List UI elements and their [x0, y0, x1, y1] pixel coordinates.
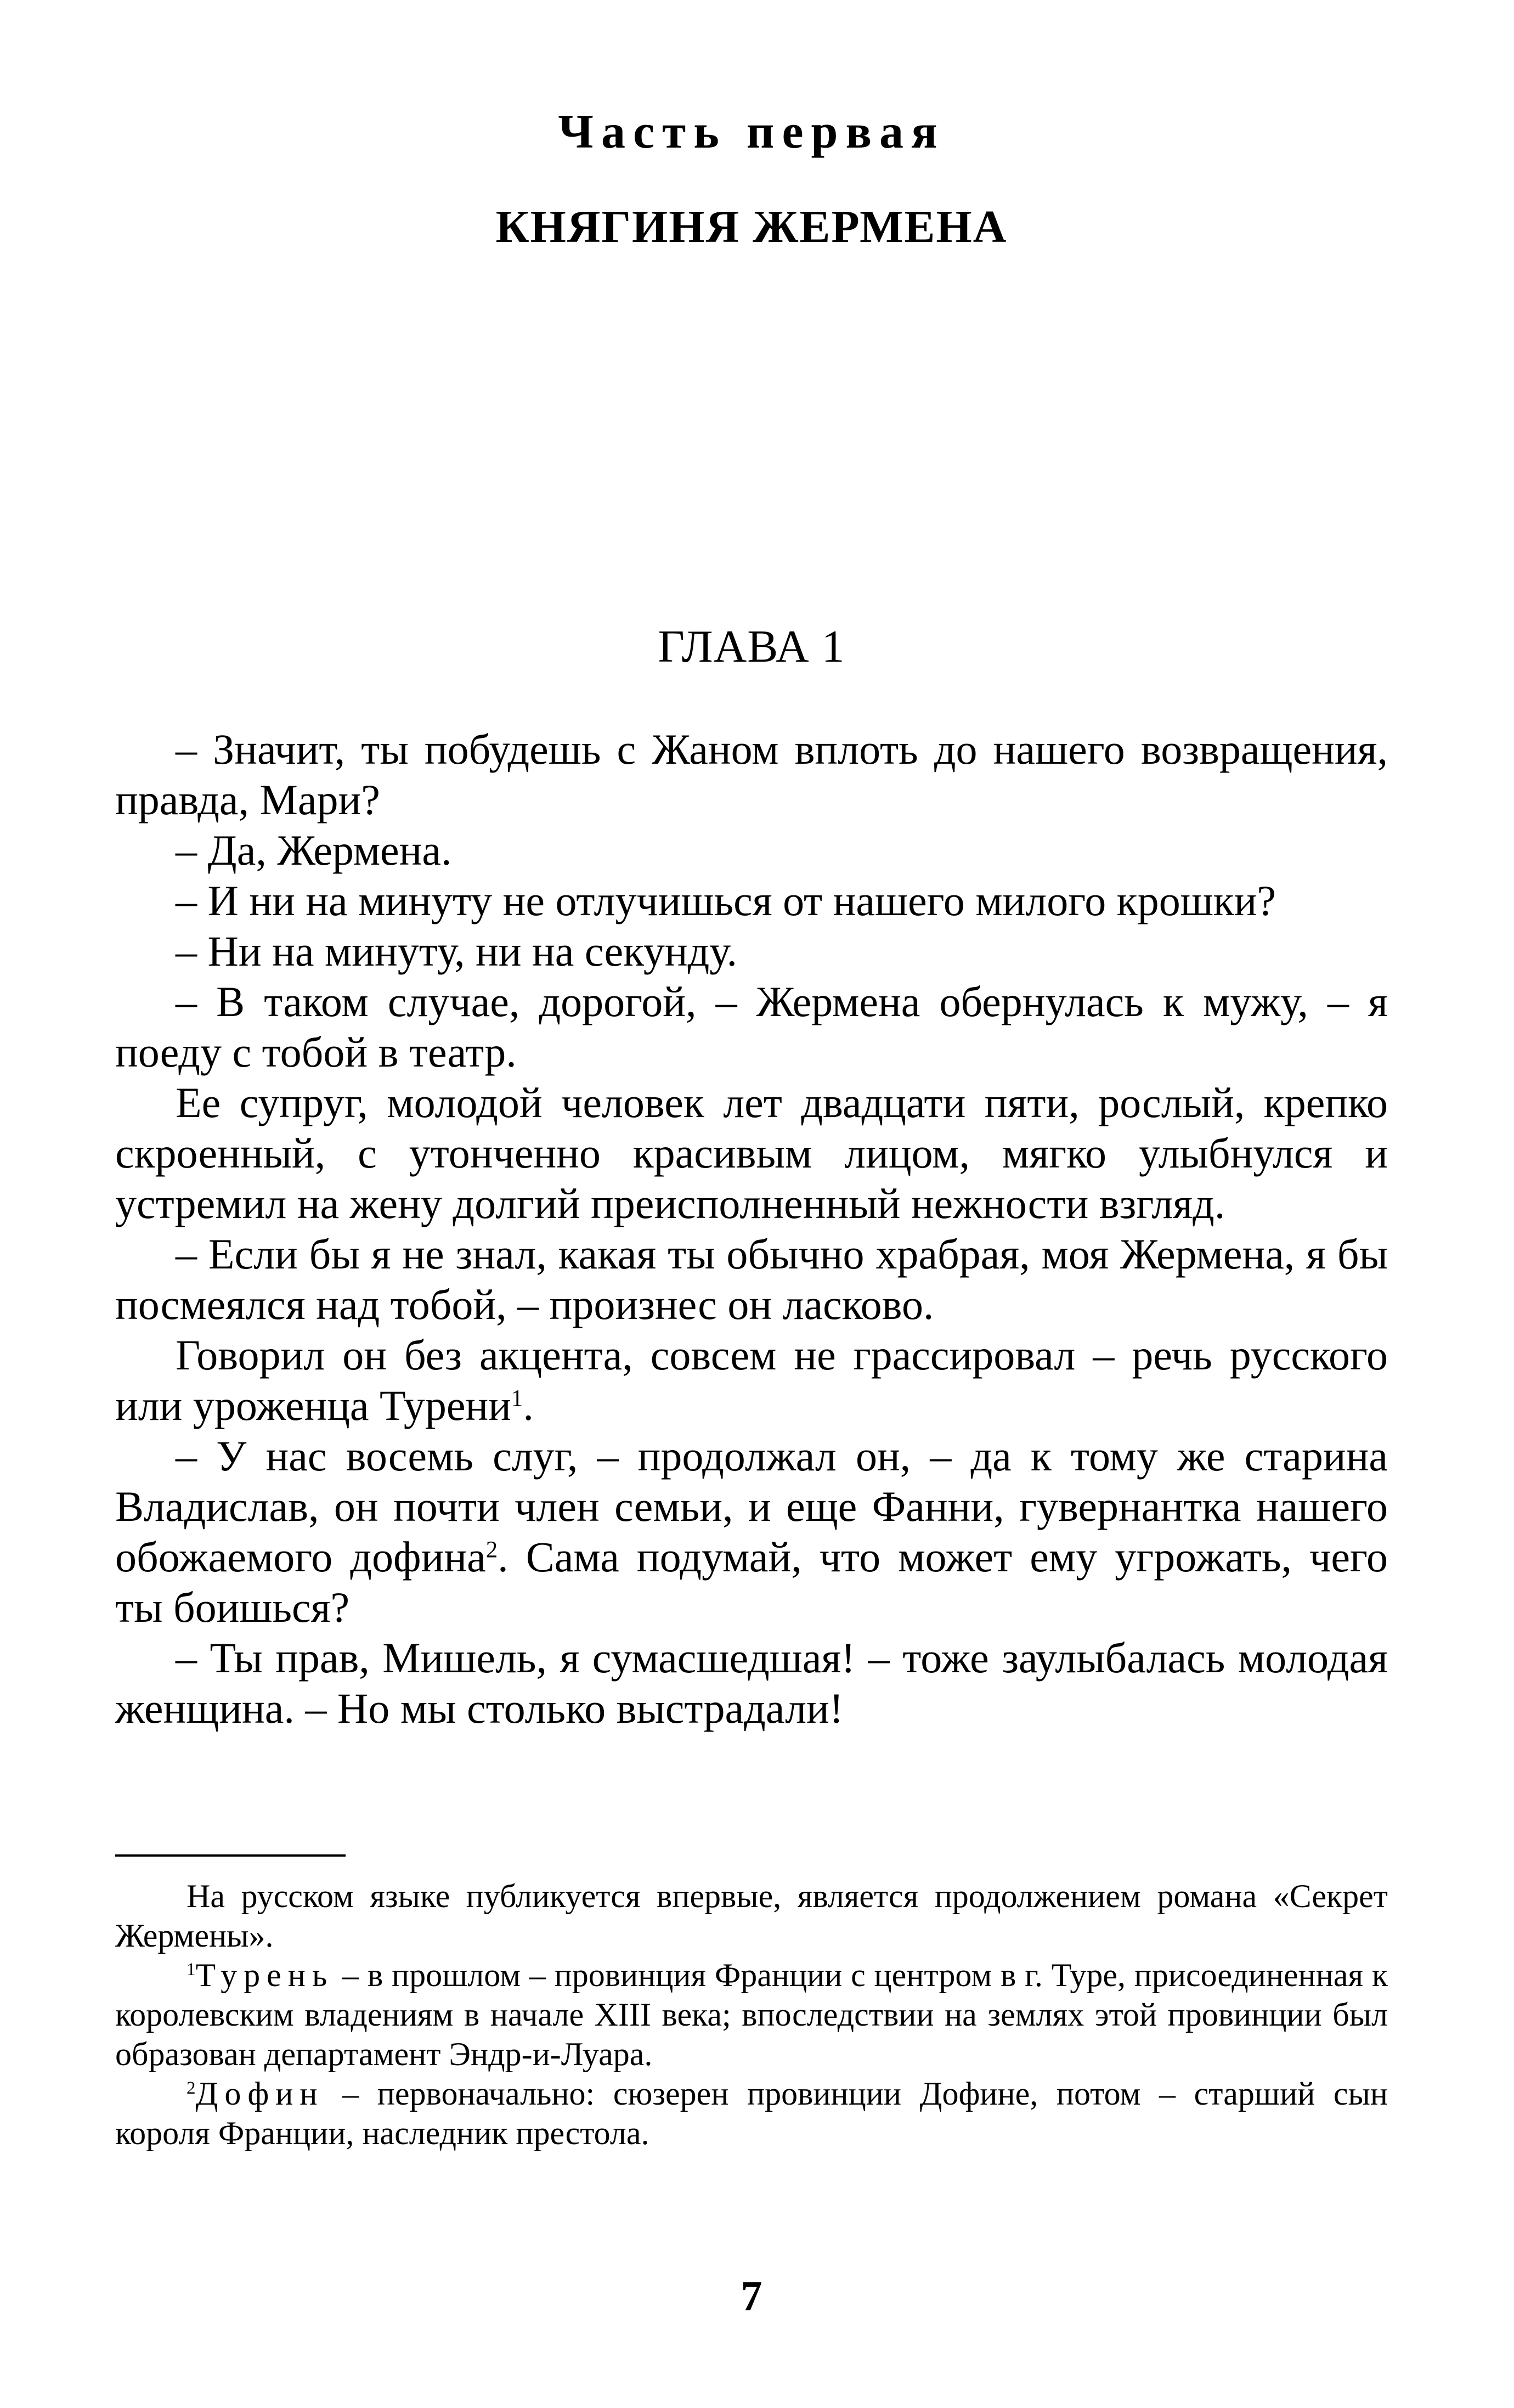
- footnote-reference: 1: [511, 1385, 523, 1412]
- paragraph: – Значит, ты побудешь с Жаном вплоть до нашего возвращения, правда, Мари?: [115, 725, 1388, 824]
- footnote-mark: 2: [187, 2078, 196, 2099]
- chapter-title: ГЛАВА 1: [658, 621, 845, 672]
- footnote: [115, 1955, 1388, 2074]
- footnote-reference: 2: [485, 1537, 498, 1563]
- paragraph: – Ни на минуту, ни на секунду.: [176, 927, 737, 975]
- paragraph: – И ни на минуту не отлучишься от нашего милого крошки?: [176, 877, 1276, 924]
- book-page: [115, 0, 1388, 2408]
- paragraph-text: Говорил он без акцента, совсем не грассировал – речь русского или уроженца Турени: [115, 1331, 1388, 1429]
- paragraph: Ее супруг, молодой человек лет двадцати пяти, рослый, крепко скроенный, с утонченно красивым лицом, мягко улыбнулся и устремил на жену долгий преисполненный нежности взгляд.: [115, 1079, 1388, 1227]
- footnote-term: Турень: [195, 1957, 334, 1993]
- footnote-term: Дофин: [195, 2076, 324, 2112]
- footnote: На русском языке публикуется впервые, является продолжением романа «Секрет Жермены».: [115, 1878, 1388, 1954]
- paragraph: – Ты прав, Мишель, я сумасшедшая! – тоже заулыбалась молодая женщина. – Но мы столько выстрадали!: [115, 1634, 1388, 1732]
- paragraph-text: . Сама подумай, что может ему угрожать, чего ты боишься?: [115, 1533, 1388, 1631]
- footnotes: [115, 1876, 1388, 2153]
- page-number: 7: [741, 2272, 762, 2320]
- paragraph: [115, 1330, 1388, 1431]
- book-title: КНЯГИНЯ ЖЕРМЕНА: [495, 201, 1008, 252]
- paragraph-text: – У нас восемь слуг, – продолжал он, – да к тому же старина Владислав, он почти член семьи, и еще Фанни, гувернантка нашего обожаемого дофина: [115, 1432, 1388, 1581]
- footnote-text: – первоначально: сюзерен провинции Дофине, потом – старший сын короля Франции, наследник престола.: [115, 2076, 1388, 2151]
- paragraph-text: .: [523, 1381, 534, 1429]
- paragraph: – Если бы я не знал, какая ты обычно храбрая, моя Жермена, я бы посмеялся над тобой, – произнес он ласково.: [115, 1230, 1388, 1328]
- footnote-text: – в прошлом – провинция Франции с центром в г. Туре, присоединенная к королевским владениям в начале XIII века; впоследствии на землях этой провинции был образован департамент Эндр-и-Луара.: [115, 1957, 1388, 2072]
- footnote: [115, 2074, 1388, 2153]
- footnote-mark: 1: [187, 1960, 196, 1980]
- part-title: Часть первая: [558, 105, 945, 159]
- paragraph: – В таком случае, дорогой, – Жермена обернулась к мужу, – я поеду с тобой в театр.: [115, 978, 1388, 1076]
- paragraph: – Да, Жермена.: [176, 826, 452, 874]
- paragraph: [115, 1431, 1388, 1633]
- chapter-body: [115, 724, 1388, 1734]
- footnote-separator: [115, 1854, 346, 1857]
